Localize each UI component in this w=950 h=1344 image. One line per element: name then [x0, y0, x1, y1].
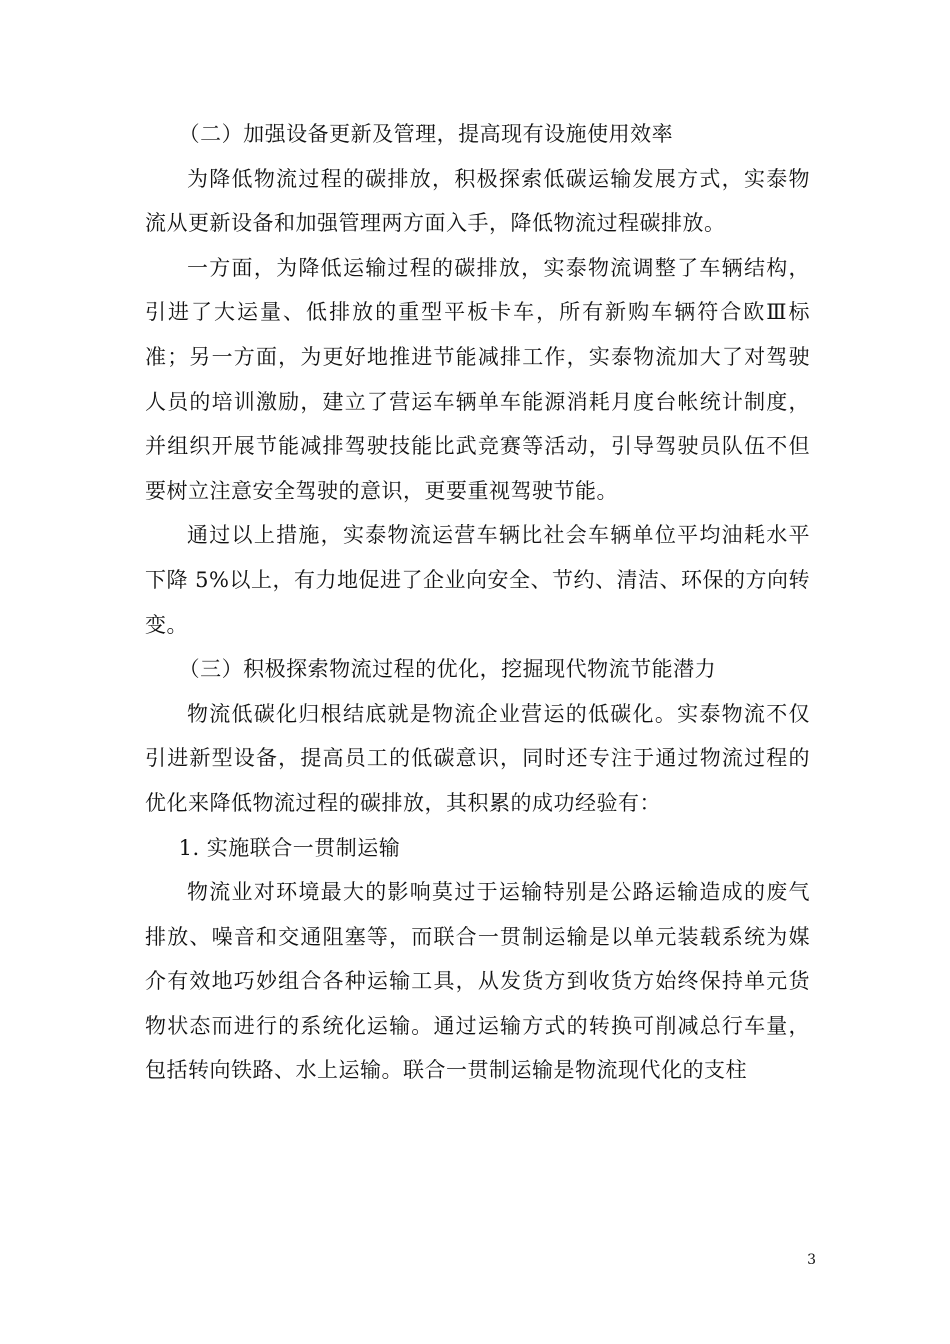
document-body	[145, 112, 810, 1093]
page-number: 3	[807, 1252, 816, 1268]
section-heading-optimization: （三）积极探索物流过程的优化，挖掘现代物流节能潜力	[178, 657, 717, 682]
paragraph-results: 通过以上措施，实泰物流运营车辆比社会车辆单位平均油耗水平下降 5%以上，有力地促进了企业向安全、节约、清洁、环保的方向转变。	[145, 523, 810, 637]
section-heading-equipment: （二）加强设备更新及管理，提高现有设施使用效率	[178, 122, 674, 146]
paragraph-intro-optimization: 物流低碳化归根结底就是物流企业营运的低碳化。实泰物流不仅引进新型设备，提高员工的低碳意识，同时还专注于通过物流过程的优化来降低物流过程的碳排放，其积累的成功经验有：	[145, 701, 810, 815]
paragraph-intermodal-transport: 物流业对环境最大的影响莫过于运输特别是公路运输造成的废气排放、噪音和交通阻塞等，而联合一贯制运输是以单元装载系统为媒介有效地巧妙组合各种运输工具，从发货方到收货方始终保持单元货物状态而进行的系统化运输。通过运输方式的转换可削减总行车量，包括转向铁路、水上运输。联合一贯制运输是物流现代化的支柱	[145, 880, 810, 1083]
paragraph-vehicle-measures: 一方面，为降低运输过程的碳排放，实泰物流调整了车辆结构，引进了大运量、低排放的重型平板卡车，所有新购车辆符合欧Ⅲ标准；另一方面，为更好地推进节能减排工作，实泰物流加大了对驾驶人员的培训激励，建立了营运车辆单车能源消耗月度台帐统计制度，并组织开展节能减排驾驶技能比武竞赛等活动，引导驾驶员队伍不但要树立注意安全驾驶的意识，更要重视驾驶节能。	[145, 255, 810, 503]
paragraph-intro-equipment: 为降低物流过程的碳排放，积极探索低碳运输发展方式，实泰物流从更新设备和加强管理两方面入手，降低物流过程碳排放。	[145, 166, 810, 236]
subsection-heading-intermodal: 1. 实施联合一贯制运输	[178, 835, 401, 860]
